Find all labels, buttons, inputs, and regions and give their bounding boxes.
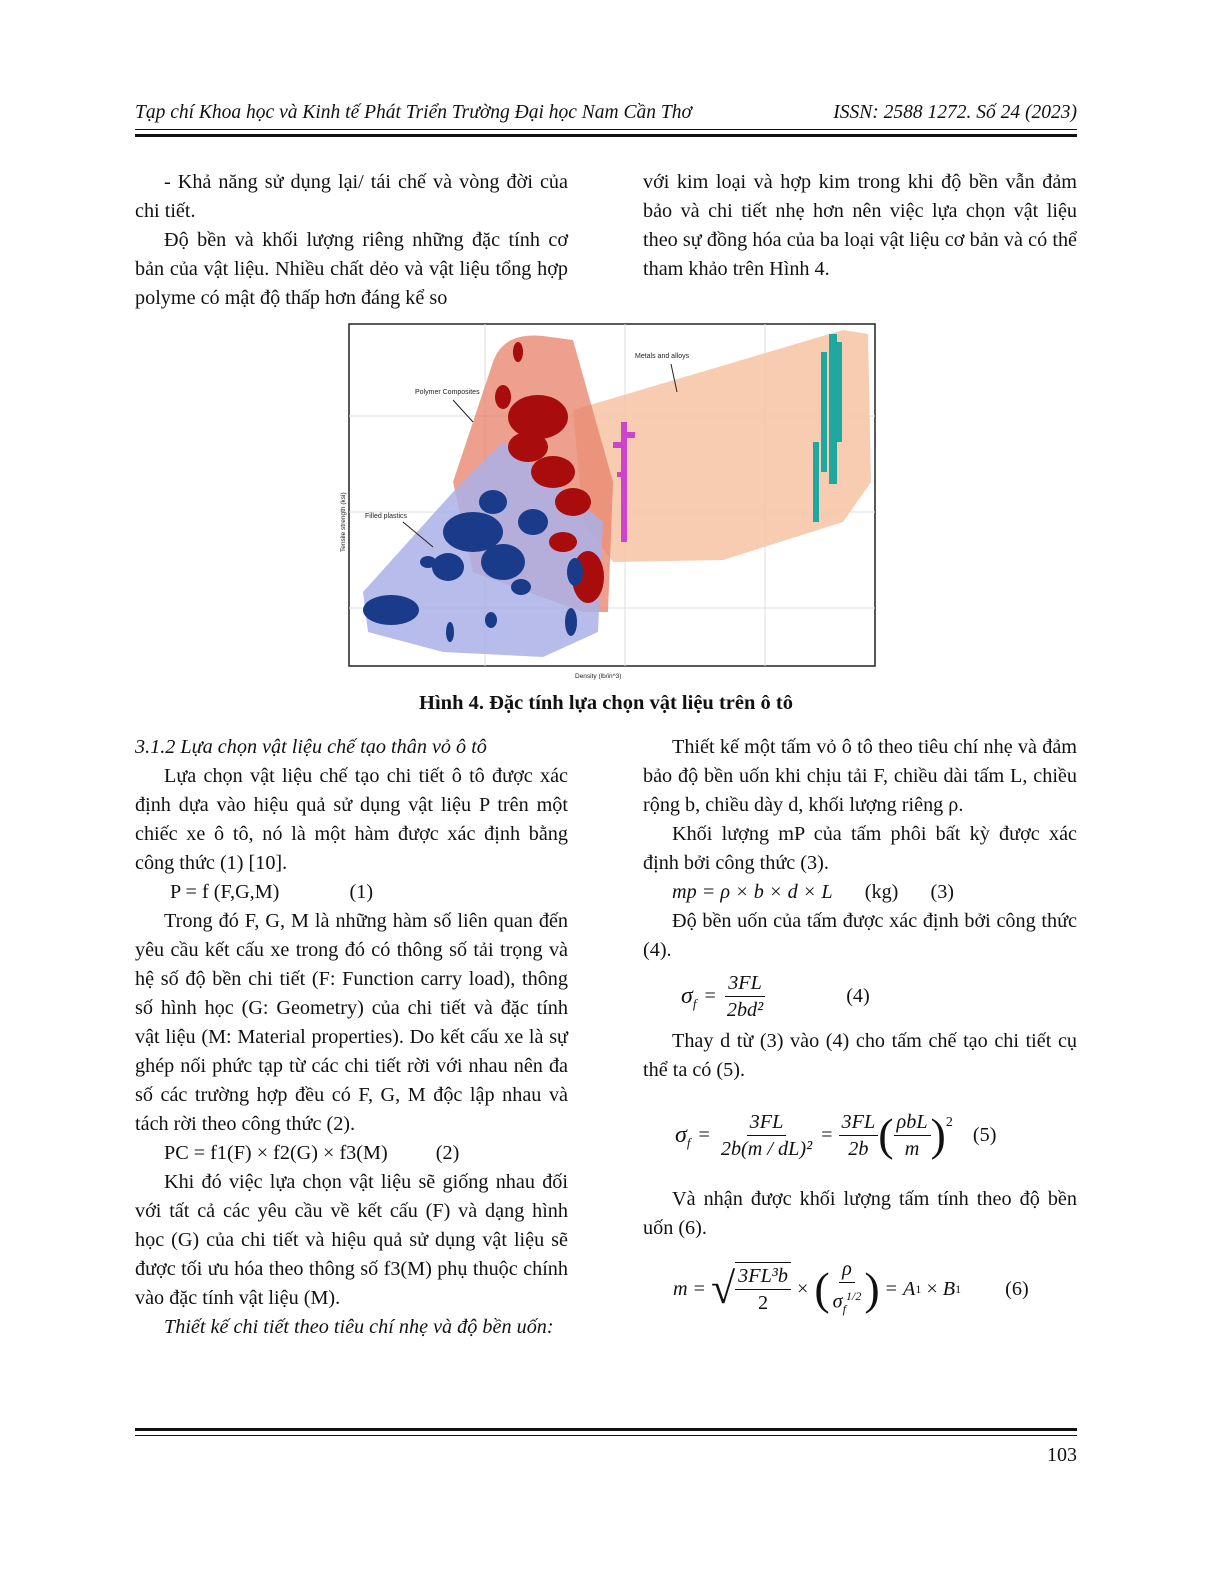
paragraph: Và nhận được khối lượng tấm tính theo độ bền uốn (6).	[643, 1188, 1077, 1239]
section-heading: 3.1.2 Lựa chọn vật liệu chế tạo thân vỏ ô tô	[135, 736, 487, 758]
paragraph: Lựa chọn vật liệu chế tạo chi tiết ô tô được xác định dựa vào hiệu quả sử dụng vật liệu P trên một chiếc xe ô tô, nó là một hàm được xác định bằng công thức (1) [10].	[135, 765, 568, 874]
label-polymer: Polymer Composites	[415, 389, 480, 396]
equation-2-number: (2)	[435, 1142, 460, 1164]
header-rule-thin	[135, 129, 1077, 130]
equation-3-body: mp = ρ × b × d × L	[672, 881, 833, 903]
equation-3-number: (3)	[930, 881, 955, 903]
journal-title: Tạp chí Khoa học và Kinh tế Phát Triển Trường Đại học Nam Cần Thơ	[135, 102, 692, 123]
paragraph: - Khả năng sử dụng lại/ tái chế và vòng đời của chi tiết.	[135, 171, 568, 222]
label-plastic: Filled plastics	[365, 513, 408, 520]
lower-right-column	[643, 733, 1077, 1335]
equation-5-number: (5)	[972, 1123, 997, 1146]
paragraph: Khi đó việc lựa chọn vật liệu sẽ giống nhau đối với tất cả các yêu cầu về kết cấu (F) và dạng hình học (G) của chi tiết và hiệu quả sử dụng vật liệu sẽ được tối ưu hóa theo thông số f3(M) phụ thuộc chính vào đặc tính vật liệu (M).	[135, 1171, 568, 1309]
equation-6-number: (6)	[1005, 1277, 1029, 1300]
label-metal: Metals and alloys	[635, 353, 690, 360]
equation-2	[135, 1139, 568, 1168]
equation-3-unit: (kg)	[864, 881, 899, 903]
material-selection-chart	[340, 322, 877, 682]
paragraph: Trong đó F, G, M là những hàm số liên quan đến yêu cầu kết cấu xe trong đó có thông số tải trọng và hệ số độ bền chi tiết (F: Function carry load), thông số hình học (G: Geometry) của chi tiết và đặc tính vật liệu (M: Material properties). Do kết cấu xe là sự ghép nối phức tạp từ các chi tiết rời với nhau nên đa số các trường hợp đều có F, G, M độc lập nhau và tách rời theo công thức (2).	[135, 910, 568, 1135]
page-number: 103	[1047, 1444, 1077, 1466]
equation-1-body: P = f (F,G,M)	[170, 881, 280, 903]
equation-1	[135, 878, 568, 907]
equation-4-number: (4)	[846, 984, 870, 1007]
paragraph: Thiết kế một tấm vỏ ô tô theo tiêu chí nhẹ và đảm bảo độ bền uốn khi chịu tải F, chiều dài tấm L, chiều rộng b, chiều dày d, khối lượng riêng ρ.	[643, 736, 1077, 816]
equation-1-number: (1)	[349, 881, 374, 903]
y-axis-label: Tensile strength (ksi)	[340, 492, 347, 552]
paragraph: với kim loại và hợp kim trong khi độ bền vẫn đảm bảo và chi tiết nhẹ hơn nên việc lựa chọn vật liệu theo sự đồng hóa của ba loại vật liệu cơ bản và có thể tham khảo trên Hình 4.	[643, 171, 1077, 280]
paragraph: Thiết kế chi tiết theo tiêu chí nhẹ và độ bền uốn:	[164, 1316, 554, 1338]
equation-4: σ $_f$ = $\frac{3FL}{\text{2bd²}}$ (4)	[681, 971, 870, 1021]
header-rule-thick	[135, 134, 1077, 137]
footer-rule-thin	[135, 1435, 1077, 1436]
equation-2-body: PC = f1(F) × f2(G) × f3(M)	[164, 1142, 388, 1164]
equation-3	[643, 878, 1077, 907]
equation-6: m = √ $\frac{\text{3FL³b}}{2}$ × ( $\frac{\rho}{\sigma_f^{1/2}}$ ) = A 1 × B 1 (6)	[673, 1258, 1029, 1316]
footer-rule-thick	[135, 1428, 1077, 1431]
paragraph: Khối lượng mP của tấm phôi bất kỳ được xác định bởi công thức (3).	[643, 823, 1077, 874]
running-header	[135, 102, 1077, 128]
lower-left-column	[135, 733, 568, 1342]
top-left-column	[135, 168, 568, 313]
x-axis-label: Density (lb/in^3)	[575, 673, 622, 680]
paragraph: Độ bền uốn của tấm được xác định bởi công thức (4).	[643, 910, 1077, 961]
paragraph: Thay d từ (3) vào (4) cho tấm chế tạo chi tiết cụ thể ta có (5).	[643, 1030, 1077, 1081]
top-right-column	[643, 168, 1077, 284]
paragraph: Độ bền và khối lượng riêng những đặc tính cơ bản của vật liệu. Nhiều chất dẻo và vật liệu tổng hợp polyme có mật độ thấp hơn đáng kể so	[135, 229, 568, 309]
equation-5: σ $_f$ = $\frac{3FL}{\text{2b(m / dL)²}}$ = $\frac{3FL}{2b}$ ( $\frac{\text{ρbL}}{m}$ ) $^2$ (5)	[675, 1109, 997, 1160]
figure-caption: Hình 4. Đặc tính lựa chọn vật liệu trên ô tô	[419, 692, 793, 714]
issn-issue: ISSN: 2588 1272. Số 24 (2023)	[833, 102, 1077, 123]
